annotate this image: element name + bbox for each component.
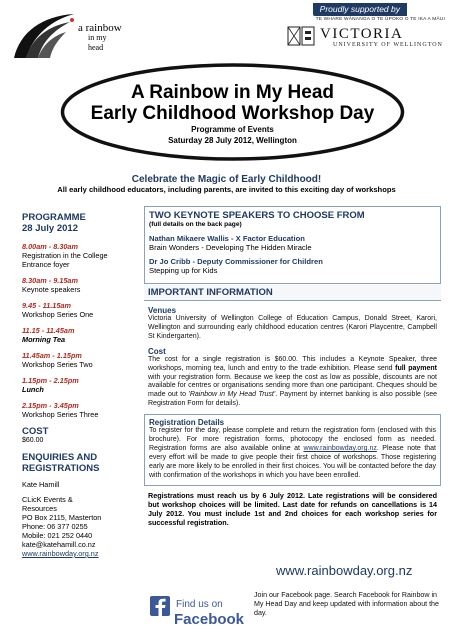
page-title-line2: Early Childhood Workshop Day xyxy=(90,103,375,124)
programme-time: 9.45 - 11.15am xyxy=(22,301,71,310)
programme-desc: Lunch xyxy=(22,385,44,394)
programme-time: 2.15pm - 3.45pm xyxy=(22,401,79,410)
logo-line1: a rainbow xyxy=(78,22,122,34)
rainbow-logo xyxy=(12,10,122,62)
contact-po-box: PO Box 2115, Masterton xyxy=(22,513,102,522)
venues-text: Victoria University of Wellington College of Education Campus, Donald Street, Karori, Wellington and surrounding early childhood education centres (Karori Playcentre, Campbell St Kindergarten). xyxy=(148,315,437,340)
facebook-logo-icon xyxy=(148,590,248,630)
logo-line2: in my head xyxy=(88,33,107,52)
main-column xyxy=(144,206,441,527)
programme-desc: Registration in the College Entrance foyer xyxy=(22,251,108,269)
registration-heading: Registration Details xyxy=(149,418,225,428)
programme-item xyxy=(22,242,138,269)
facebook-join-text: Join our Facebook page. Search Facebook for Rainbow in My Head Day and keep updated with information about the day. xyxy=(254,591,439,617)
contact-org: CLicK Events & xyxy=(22,495,73,504)
programme-time: 11.45am - 1.15pm xyxy=(22,351,82,360)
registration-text-a: To register for the day, please complete and return the registration form (enclosed with this brochure). For more registration forms, photocopy the enclosed form as needed. Registration forms are also available online at xyxy=(149,427,436,452)
celebrate-tagline: Celebrate the Magic of Early Childhood! xyxy=(131,174,322,185)
programme-time: 8.00am - 8.30am xyxy=(22,242,78,251)
facebook-find-text: Find us on xyxy=(176,599,223,610)
invite-line: All early childhood educators, including parents, are invited to this exciting day of workshops xyxy=(57,185,396,194)
website-link[interactable]: www.rainbowday.org.nz xyxy=(276,563,413,578)
venues-heading: Venues xyxy=(148,306,177,315)
programme-desc: Workshop Series Two xyxy=(22,360,93,369)
event-date: Saturday 28 July 2012, Wellington xyxy=(168,136,297,145)
programme-time: 8.30am - 9.15am xyxy=(22,276,78,285)
cost-text-c: . Payment by internet banking is also possible (see Registration Form for details). xyxy=(148,391,437,408)
maori-university-name: TE WHARE WĀNANGA O TE ŪPOKO O TE IKA A MĀUI xyxy=(315,17,445,22)
deadline-notice: Registrations must reach us by 6 July 2012. Late registrations will be considered but workshop choices will be limited. Last date for refunds on cancellations is 14 July 2012. You must include 1st and 2nd choices for each workshop series for successful registration. xyxy=(148,490,437,527)
programme-item xyxy=(22,401,138,419)
cost-section-heading: Cost xyxy=(148,346,166,356)
programme-desc: Workshop Series One xyxy=(22,310,94,319)
page-title: A Rainbow in My Head xyxy=(130,82,335,103)
title-block xyxy=(60,82,405,146)
speaker-entry xyxy=(149,234,436,252)
programme-time: 11.15 - 11.45am xyxy=(22,326,75,335)
contact-email[interactable]: kate@katehamill.co.nz xyxy=(22,540,96,549)
speaker-entry xyxy=(149,257,436,275)
cost-value: $60.00 xyxy=(22,437,44,444)
programme-label: Programme of Events xyxy=(191,125,274,134)
registration-text xyxy=(145,427,440,480)
proudly-supported-banner: Proudly supported by xyxy=(313,3,407,16)
enquiries-heading xyxy=(22,452,138,474)
university-name: VICTORIA xyxy=(320,26,404,42)
contact-website-link[interactable]: www.rainbowday.org.nz xyxy=(22,549,99,558)
programme-desc: Workshop Series Three xyxy=(22,410,99,419)
speaker-topic: Brain Wonders - Developing The Hidden Miracle xyxy=(149,243,312,252)
cost-text-b: with your registration form. Because we keep the cost as low as possible, discounts are not available for centres or organisations sending more than one participant. Cheques should be made out to xyxy=(148,373,437,399)
programme-sidebar xyxy=(22,212,138,558)
keynote-heading: TWO KEYNOTE SPEAKERS TO CHOOSE FROM xyxy=(149,210,365,221)
logo-wordmark xyxy=(78,23,122,53)
keynote-note: (full details on the back page) xyxy=(149,221,242,228)
cost-heading: COST xyxy=(22,426,49,437)
registration-text-b: . Please note that every effort will be made to give people their first choice of workshops. Those registering early are more likely to be enrolled in their first choices. You will be contacted before the day with confirmation of the workshops in which you have been enrolled. xyxy=(149,444,437,479)
programme-item xyxy=(22,376,138,394)
programme-time: 1.15pm - 2.15pm xyxy=(22,376,79,385)
university-crest-icon xyxy=(287,26,317,48)
contact-org-2: Resources xyxy=(22,504,57,513)
programme-date: 28 July 2012 xyxy=(22,223,78,234)
speaker-name: Dr Jo Cribb - Deputy Commissioner for Children xyxy=(149,257,323,266)
registration-box xyxy=(144,414,441,485)
programme-item xyxy=(22,351,138,369)
enquiries-heading-line1: ENQUIRIES AND xyxy=(22,452,98,463)
programme-item xyxy=(22,276,138,294)
programme-item xyxy=(22,301,138,319)
important-info-heading: IMPORTANT INFORMATION xyxy=(144,285,441,301)
enquiries-heading-line2: REGISTRATIONS xyxy=(22,463,100,474)
speaker-topic: Stepping up for Kids xyxy=(149,266,218,275)
contact-mobile: Mobile: 021 252 0440 xyxy=(22,531,93,540)
cost-text-a: The cost for a single registration is $60.00. This includes a Keynote Speaker, three workshops, morning tea, lunch and entry to the trade exhibition. Please send xyxy=(148,355,437,372)
cost-text xyxy=(144,356,441,409)
contact-details xyxy=(22,480,138,558)
programme-heading: PROGRAMME xyxy=(22,212,86,223)
contact-phone: Phone: 06 377 0255 xyxy=(22,522,88,531)
programme-desc: Keynote speakers xyxy=(22,285,81,294)
keynote-box xyxy=(144,206,441,284)
speaker-name: Nathan Mikaere Wallis - X Factor Education xyxy=(149,234,305,243)
cost-text-italic: 'Rainbow in My Head Trust' xyxy=(188,391,276,399)
registration-link[interactable]: www.rainbowday.org.nz xyxy=(303,444,377,452)
university-subtitle: UNIVERSITY OF WELLINGTON xyxy=(333,42,443,48)
programme-desc: Morning Tea xyxy=(22,335,66,344)
programme-item xyxy=(22,326,138,344)
cost-text-bold: full payment xyxy=(395,364,438,372)
contact-name: Kate Hamill xyxy=(22,480,60,489)
facebook-brand-text: Facebook xyxy=(174,611,245,628)
